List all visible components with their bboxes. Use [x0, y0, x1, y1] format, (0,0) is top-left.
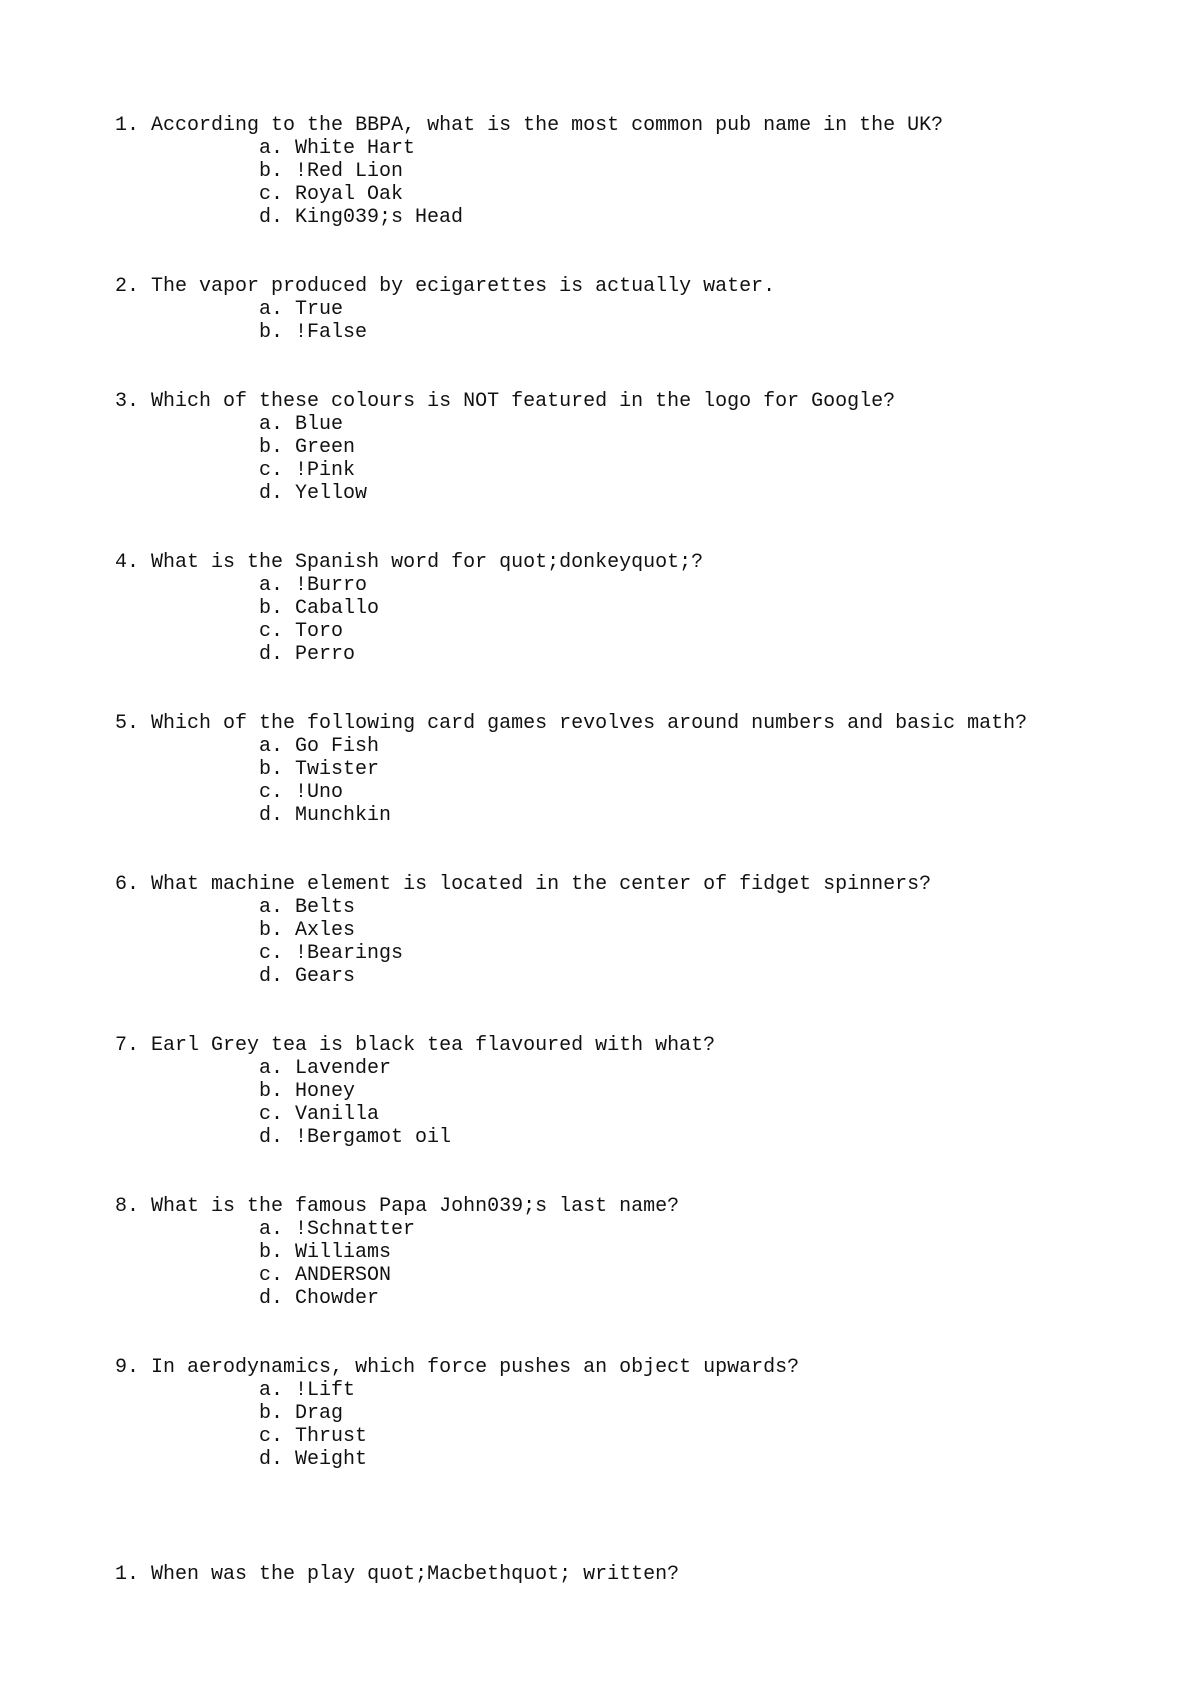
answer-option — [115, 781, 1155, 804]
option-letter: b. — [259, 919, 284, 942]
question-line — [115, 1356, 1155, 1379]
option-letter: c. — [259, 942, 284, 965]
option-letter: b. — [259, 321, 284, 344]
option-letter: a. — [259, 1057, 284, 1080]
option-text: Blue — [295, 413, 344, 436]
question-line — [115, 712, 1155, 735]
option-letter: d. — [259, 482, 284, 505]
option-text: Drag — [295, 1402, 344, 1425]
question-number: 8. — [115, 1195, 140, 1218]
question-line — [115, 1195, 1155, 1218]
answer-list — [115, 896, 1155, 988]
answer-list — [115, 1218, 1155, 1310]
option-text: Honey — [295, 1080, 356, 1103]
option-letter: c. — [259, 1103, 284, 1126]
option-text: Munchkin — [295, 804, 392, 827]
option-letter: a. — [259, 1218, 284, 1241]
answer-option — [115, 1057, 1155, 1080]
answer-option — [115, 965, 1155, 988]
question-text: Which of these colours is NOT featured in the logo for Google? — [151, 390, 896, 413]
option-text: Royal Oak — [295, 183, 404, 206]
answer-option — [115, 1448, 1155, 1471]
option-letter: c. — [259, 183, 284, 206]
question-text: What is the famous Papa John039;s last name? — [151, 1195, 680, 1218]
option-letter: d. — [259, 1448, 284, 1471]
question-2 — [115, 275, 1155, 344]
option-text: King039;s Head — [295, 206, 464, 229]
option-letter: a. — [259, 735, 284, 758]
option-letter: b. — [259, 1402, 284, 1425]
option-letter: d. — [259, 1126, 284, 1149]
option-text: Belts — [295, 896, 356, 919]
answer-list — [115, 1379, 1155, 1471]
answer-option — [115, 436, 1155, 459]
question-text: Earl Grey tea is black tea flavoured with what? — [151, 1034, 716, 1057]
question-number: 5. — [115, 712, 140, 735]
option-letter: c. — [259, 781, 284, 804]
answer-option — [115, 1402, 1155, 1425]
option-letter: b. — [259, 1241, 284, 1264]
option-letter: d. — [259, 965, 284, 988]
option-letter: a. — [259, 137, 284, 160]
question-line — [115, 114, 1155, 137]
question-line — [115, 551, 1155, 574]
option-letter: b. — [259, 1080, 284, 1103]
answer-option — [115, 459, 1155, 482]
option-text: !Bergamot oil — [295, 1126, 452, 1149]
question-number: 9. — [115, 1356, 140, 1379]
option-letter: d. — [259, 804, 284, 827]
answer-option — [115, 758, 1155, 781]
answer-list — [115, 1057, 1155, 1149]
answer-option — [115, 1264, 1155, 1287]
option-text: Twister — [295, 758, 380, 781]
option-letter: a. — [259, 298, 284, 321]
option-letter: c. — [259, 1425, 284, 1448]
question-1 — [115, 114, 1155, 229]
option-text: Perro — [295, 643, 356, 666]
answer-option — [115, 1287, 1155, 1310]
answer-option — [115, 896, 1155, 919]
answer-option — [115, 919, 1155, 942]
answer-list — [115, 574, 1155, 666]
question-number: 4. — [115, 551, 140, 574]
option-letter: a. — [259, 574, 284, 597]
question-text: The vapor produced by ecigarettes is actually water. — [151, 275, 776, 298]
option-letter: d. — [259, 206, 284, 229]
option-letter: b. — [259, 436, 284, 459]
answer-option — [115, 206, 1155, 229]
option-text: !Red Lion — [295, 160, 404, 183]
answer-option — [115, 413, 1155, 436]
answer-option — [115, 643, 1155, 666]
answer-option — [115, 942, 1155, 965]
option-text: !Schnatter — [295, 1218, 416, 1241]
option-text: Thrust — [295, 1425, 368, 1448]
answer-option — [115, 1103, 1155, 1126]
answer-option — [115, 1126, 1155, 1149]
question-line — [115, 275, 1155, 298]
option-letter: c. — [259, 459, 284, 482]
option-text: True — [295, 298, 344, 321]
option-text: Lavender — [295, 1057, 392, 1080]
answer-option — [115, 160, 1155, 183]
question-text: In aerodynamics, which force pushes an object upwards? — [151, 1356, 800, 1379]
option-text: !Lift — [295, 1379, 356, 1402]
answer-option — [115, 183, 1155, 206]
option-text: Weight — [295, 1448, 368, 1471]
option-text: Williams — [295, 1241, 392, 1264]
answer-option — [115, 620, 1155, 643]
answer-option — [115, 137, 1155, 160]
option-text: Chowder — [295, 1287, 380, 1310]
option-text: !Pink — [295, 459, 356, 482]
option-letter: a. — [259, 413, 284, 436]
answer-option — [115, 574, 1155, 597]
question-number: 6. — [115, 873, 140, 896]
option-text: !Bearings — [295, 942, 404, 965]
question-10 — [115, 1563, 1155, 1586]
answer-option — [115, 735, 1155, 758]
answer-list — [115, 137, 1155, 229]
question-number: 7. — [115, 1034, 140, 1057]
option-text: !Uno — [295, 781, 344, 804]
answer-option — [115, 1241, 1155, 1264]
option-letter: a. — [259, 896, 284, 919]
question-number: 3. — [115, 390, 140, 413]
answer-option — [115, 1425, 1155, 1448]
option-letter: b. — [259, 758, 284, 781]
question-8 — [115, 1195, 1155, 1310]
option-text: Toro — [295, 620, 344, 643]
option-letter: d. — [259, 643, 284, 666]
question-6 — [115, 873, 1155, 988]
question-line — [115, 873, 1155, 896]
option-text: Yellow — [295, 482, 368, 505]
option-letter: c. — [259, 620, 284, 643]
answer-option — [115, 1080, 1155, 1103]
option-text: Caballo — [295, 597, 380, 620]
option-letter: a. — [259, 1379, 284, 1402]
option-text: Go Fish — [295, 735, 380, 758]
answer-list — [115, 735, 1155, 827]
question-text: Which of the following card games revolves around numbers and basic math? — [151, 712, 1028, 735]
question-5 — [115, 712, 1155, 827]
option-text: ANDERSON — [295, 1264, 392, 1287]
option-letter: b. — [259, 160, 284, 183]
question-number: 2. — [115, 275, 140, 298]
answer-option — [115, 597, 1155, 620]
option-text: !Burro — [295, 574, 368, 597]
option-letter: d. — [259, 1287, 284, 1310]
question-line — [115, 1034, 1155, 1057]
question-9 — [115, 1356, 1155, 1471]
answer-list — [115, 298, 1155, 344]
answer-option — [115, 804, 1155, 827]
question-number: 1. — [115, 114, 140, 137]
question-text: What is the Spanish word for quot;donkeyquot;? — [151, 551, 704, 574]
option-text: Gears — [295, 965, 356, 988]
answer-option — [115, 1379, 1155, 1402]
option-text: Vanilla — [295, 1103, 380, 1126]
option-text: White Hart — [295, 137, 416, 160]
answer-option — [115, 1218, 1155, 1241]
option-text: Axles — [295, 919, 356, 942]
answer-option — [115, 321, 1155, 344]
option-letter: b. — [259, 597, 284, 620]
question-text: What machine element is located in the center of fidget spinners? — [151, 873, 932, 896]
question-line — [115, 1563, 1155, 1586]
answer-option — [115, 298, 1155, 321]
question-line — [115, 390, 1155, 413]
question-number: 1. — [115, 1563, 140, 1586]
question-7 — [115, 1034, 1155, 1149]
question-4 — [115, 551, 1155, 666]
question-text: When was the play quot;Macbethquot; written? — [151, 1563, 680, 1586]
option-text: Green — [295, 436, 356, 459]
option-letter: c. — [259, 1264, 284, 1287]
answer-list — [115, 413, 1155, 505]
question-3 — [115, 390, 1155, 505]
option-text: !False — [295, 321, 368, 344]
question-text: According to the BBPA, what is the most common pub name in the UK? — [151, 114, 944, 137]
answer-option — [115, 482, 1155, 505]
